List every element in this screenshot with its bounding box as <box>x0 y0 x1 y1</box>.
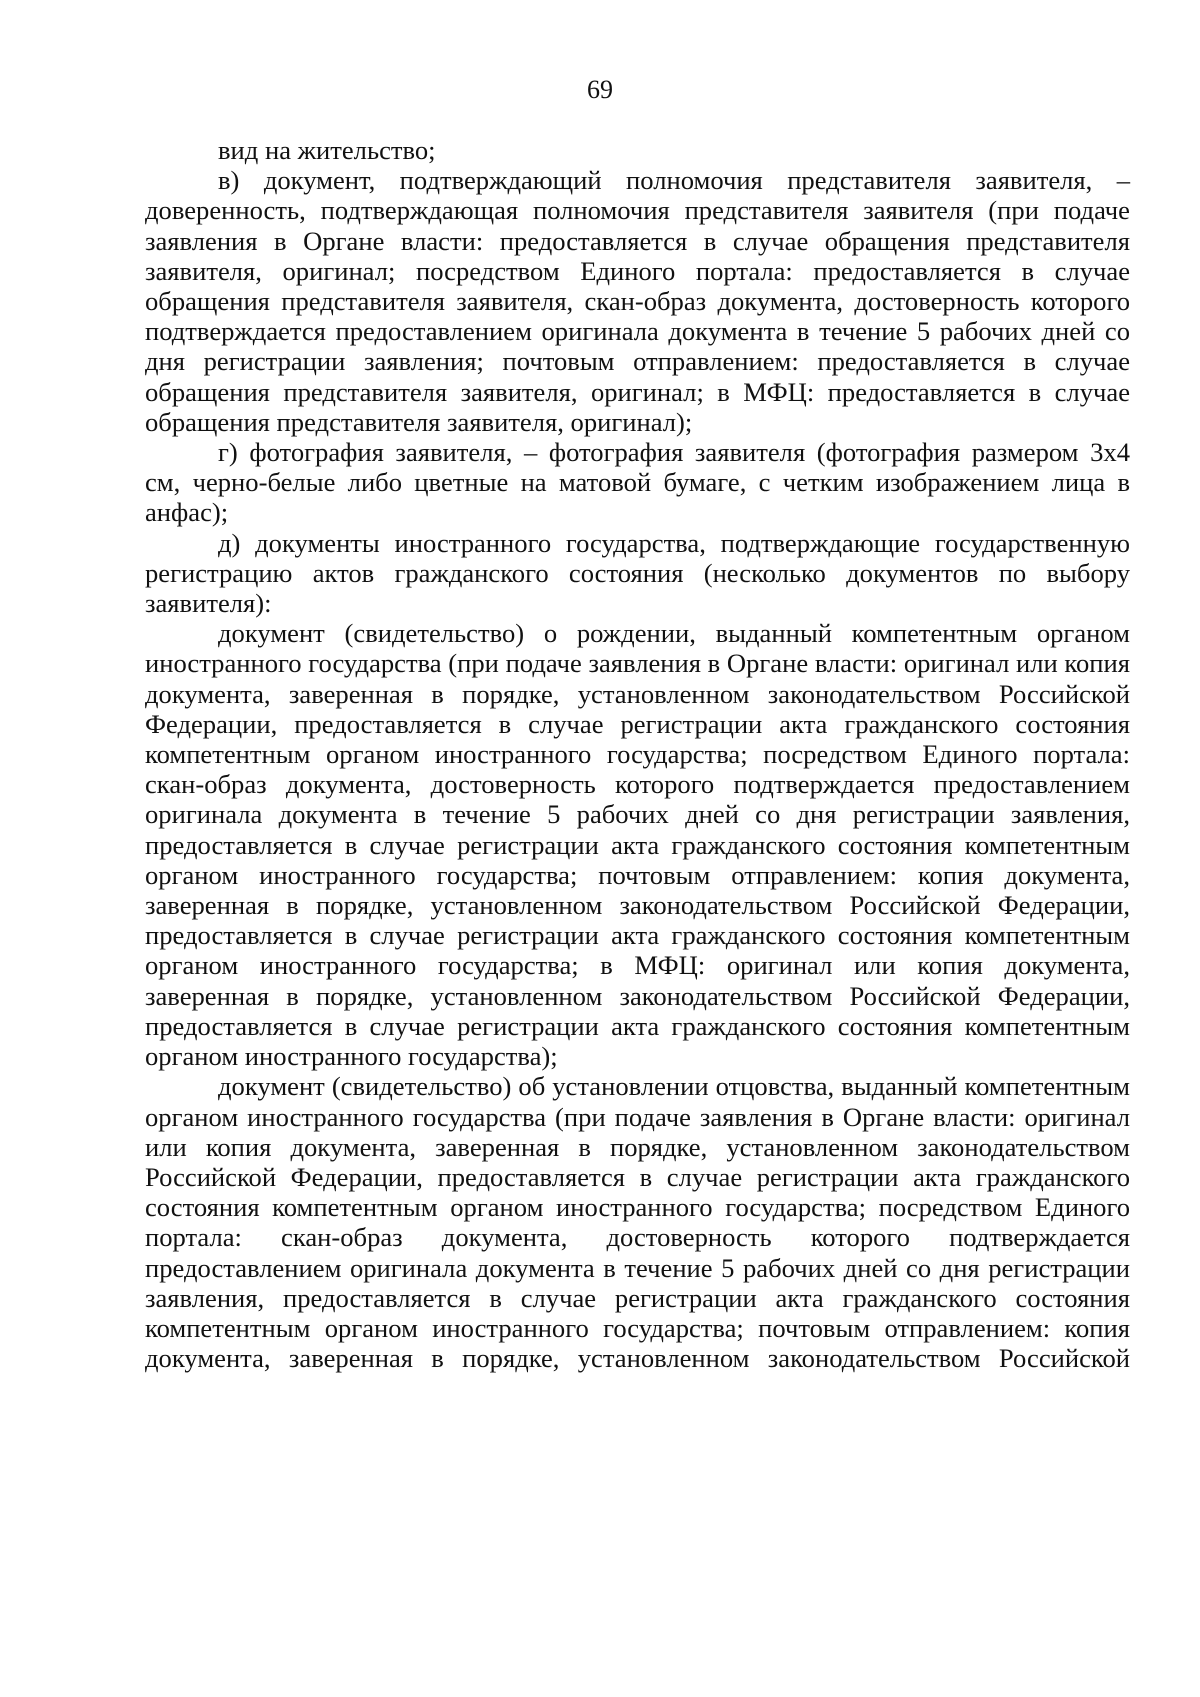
paragraph-applicant-photo: г) фотография заявителя, – фотография заявителя (фотография размером 3x4 см, черно-белые либо цветные на матовой бумаге, с четким изображением лица в анфас); <box>145 437 1130 528</box>
page-number: 69 <box>587 75 613 104</box>
paragraph-foreign-documents: д) документы иностранного государства, подтверждающие государственную регистрацию актов гражданского состояния (несколько документов по выбору заявителя): <box>145 527 1130 619</box>
paragraph-residence-permit: вид на жительство; <box>218 135 436 165</box>
paragraph-paternity-certificate: документ (свидетельство) об установлении отцовства, выданный компетентным органом иностранного государства (при подаче заявления в Органе власти: оригинал или копия документа, заверенная в порядке, установленном законодательством Российской Федерации, предоставляется в случае регистрации акта гражданского состояния компетентным органом иностранного государства; посредством Единого портала: скан-образ документа, достоверность которого подтверждается предоставлением оригинала документа в течение 5 рабочих дней со дня регистрации заявления, предоставляется в случае регистрации акта гражданского состояния компетентным органом иностранного государства; почтовым отправлением: копия документа, заверенная в порядке, установленном законодательством Российской <box>145 1071 1130 1374</box>
paragraph-representative-authority: в) документ, подтверждающий полномочия представителя заявителя, – доверенность, подтверждающая полномочия представителя заявителя (при подаче заявления в Органе власти: предоставляется в случае обращения представителя заявителя, оригинал; посредством Единого портала: предоставляется в случае обращения представителя заявителя, скан-образ документа, достоверность которого подтверждается предоставлением оригинала документа в течение 5 рабочих дней со дня регистрации заявления; почтовым отправлением: предоставляется в случае обращения представителя заявителя, оригинал; в МФЦ: предоставляется в случае обращения представителя заявителя, оригинал); <box>145 165 1130 437</box>
paragraph-birth-certificate: документ (свидетельство) о рождении, выданный компетентным органом иностранного государства (при подаче заявления в Органе власти: оригинал или копия документа, заверенная в порядке, установленном законодательством Российской Федерации, предоставляется в случае регистрации акта гражданского состояния компетентным органом иностранного государства; посредством Единого портала: скан-образ документа, достоверность которого подтверждается предоставлением оригинала документа в течение 5 рабочих дней со дня регистрации заявления, предоставляется в случае регистрации акта гражданского состояния компетентным органом иностранного государства; почтовым отправлением: копия документа, заверенная в порядке, установленном законодательством Российской Федерации, предоставляется в случае регистрации акта гражданского состояния компетентным органом иностранного государства; в МФЦ: оригинал или копия документа, заверенная в порядке, установленном законодательством Российской Федерации, предоставляется в случае регистрации акта гражданского состояния компетентным органом иностранного государства); <box>145 618 1130 1072</box>
document-body <box>145 135 1130 1373</box>
